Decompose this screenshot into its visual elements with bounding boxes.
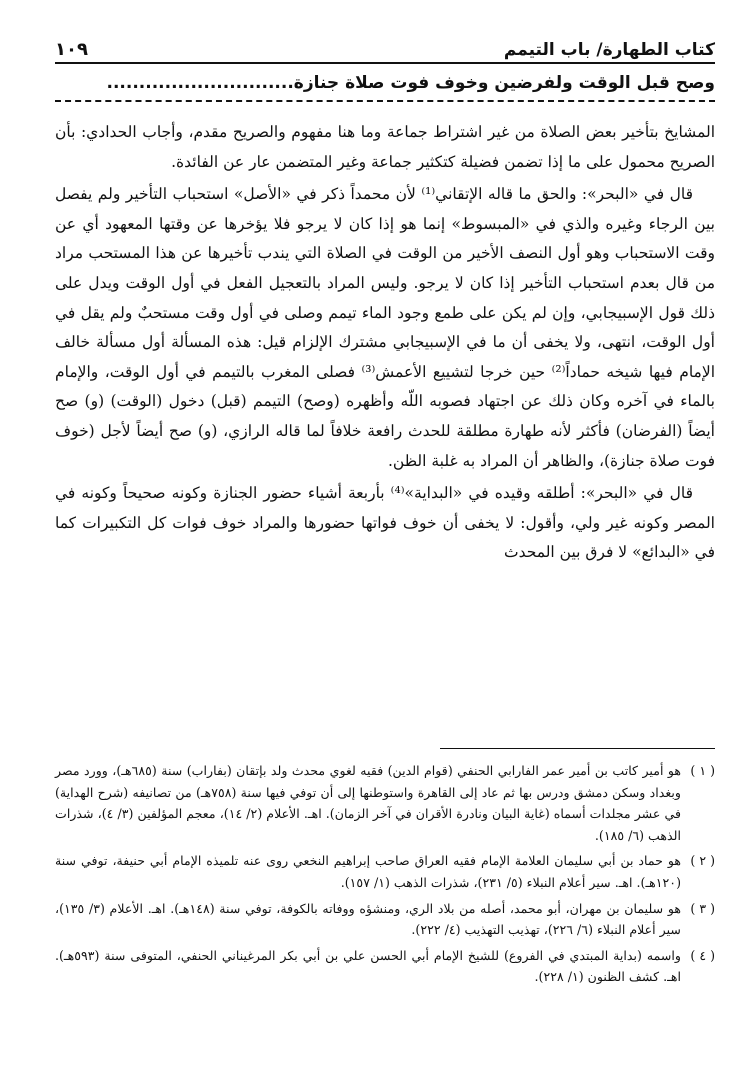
footnote-text: هو أمير كاتب بن أمير عمر الفارابي الحنفي (قوام الدين) فقيه لغوي محدث ولد بإتقان (بفاراب) سنة (٦٨٥هـ)، وورد مصر وبغداد وسكن دمشق ودرس بها ثم عاد إلى القاهرة واستوطنها إلى أن توفي فيها سنة (٧٥٨هـ) من تصانيفه (شرح الهداية) في عشر مجلدات أسماه (غاية البيان ونادرة الأقران في آخر الزمان). اهـ. الأعلام (٢/ ١٤)، معجم المؤلفين (٣/ ٤)، شذرات الذهب (٦/ ١٨٥). xyxy=(55,763,682,843)
page-header xyxy=(55,26,715,64)
footnote-number: ( ٢ ) xyxy=(690,853,715,869)
footnote-number: ( ٣ ) xyxy=(690,900,715,916)
footnote-text: هو سليمان بن مهران، أبو محمد، أصله من بلاد الري، ومنشؤه ووفاته بالكوفة، توفي سنة (١٤٨هـ). اهـ. الأعلام (٣/ ١٣٥)، سير أعلام النبلاء (٦/ ٢٢٦)، تهذيب التهذيب (٤/ ٢٢٢). xyxy=(55,900,681,938)
footnote xyxy=(55,850,715,893)
dashed-divider xyxy=(55,100,715,102)
running-title: كتاب الطهارة/ باب التيمم xyxy=(503,40,715,60)
footnote xyxy=(55,945,715,988)
footnote-text: هو حماد بن أبي سليمان العلامة الإمام فقيه العراق صاحب إبراهيم النخعي روى عنه تلميذه الإمام أبي حنيفة، توفي سنة (١٢٠هـ). اهـ. سير أعلام النبلاء (٥/ ٢٣١)، شذرات الذهب (١/ ١٥٧). xyxy=(55,853,681,890)
main-text xyxy=(55,118,715,568)
footnote xyxy=(55,760,715,846)
paragraph: المشايخ بتأخير بعض الصلاة من غير اشتراط جماعة وما هنا مفهوم والصريح مقدم، وأجاب الحدادي: بأن الصريح محمول على ما إذا تضمن فضيلة كتكثير جماعة وغير المتضمن عار عن الفائدة. xyxy=(55,123,715,171)
footnotes xyxy=(55,760,715,992)
footnote-number: ( ١ ) xyxy=(690,763,715,778)
page-number: ١٠٩ xyxy=(55,39,88,60)
matn-line: وصح قبل الوقت ولفرضين وخوف فوت صلاة جنازة............................. xyxy=(106,73,715,93)
footnote xyxy=(55,898,715,941)
footnote-text: واسمه (بداية المبتدي في الفروع) للشيخ الإمام أبي الحسن علي بن أبي بكر المرغيناني الحنفي، المتوفى سنة (٥٩٣هـ). اهـ. كشف الظنون (١/ ٢٢٨). xyxy=(55,947,681,985)
paragraph: قال في «البحر»: والحق ما قاله الإتقاني⁽¹⁾ لأن محمداً ذكر في «الأصل» استحباب التأخير ولم يفصل بين الرجاء وغيره والذي في «المبسوط» إنما هو إذا كان لا يرجو فلا يؤخرها عن وقتها المعهود أي عن وقت الاستحباب وهو أول النصف الأخير من الوقت في الصلاة التي يندب تأخيرها عن هذا المستحب مراد من قال بعدم استحباب التأخير إذا كان لا يرجو. وليس المراد بالتعجيل الفعل في أول الوقت ويدل على ذلك قول الإسبيجابي، وإن لم يكن على طمع وجود الماء تيمم وصلى في أول وقت مستحبٌ ولم يقل في أول الوقت، انتهى، ولا يخفى أن ما في الإسبيجابي مشترك الإلزام قيل: هذه المسألة أول مسألة خالف الإمام فيها شيخه حماداً⁽²⁾ حين خرجا لتشييع الأعمش⁽³⁾ فصلى المغرب بالتيمم في أول الوقت، والإمام بالماء في آخره وكان ذلك عن اجتهاد فصوبه اللّه وأظهره (وصح) التيمم (قبل) دخول (الوقت) (و) صح أيضاً (الفرضان) فأكثر لأنه طهارة مطلقة للحدث رافعة خلافاً لما قاله الرازي، (و) صح أيضاً لأجل (خوف فوت صلاة جنازة)، والظاهر أن المراد به غلبة الظن. xyxy=(55,185,715,470)
paragraph: قال في «البحر»: أطلقه وقيده في «البداية»⁽⁴⁾ بأربعة أشياء حضور الجنازة وكونه صحيحاً وكونه في المصر وكونه غير ولي، وأقول: لا يخفى أن خوف فواتها حضورها والمراد خوف فوات كل التكبيرات كما في «البدائع» لا فرق بين المحدث xyxy=(55,484,715,562)
footnote-separator xyxy=(440,748,715,749)
footnote-number: ( ٤ ) xyxy=(690,947,715,963)
